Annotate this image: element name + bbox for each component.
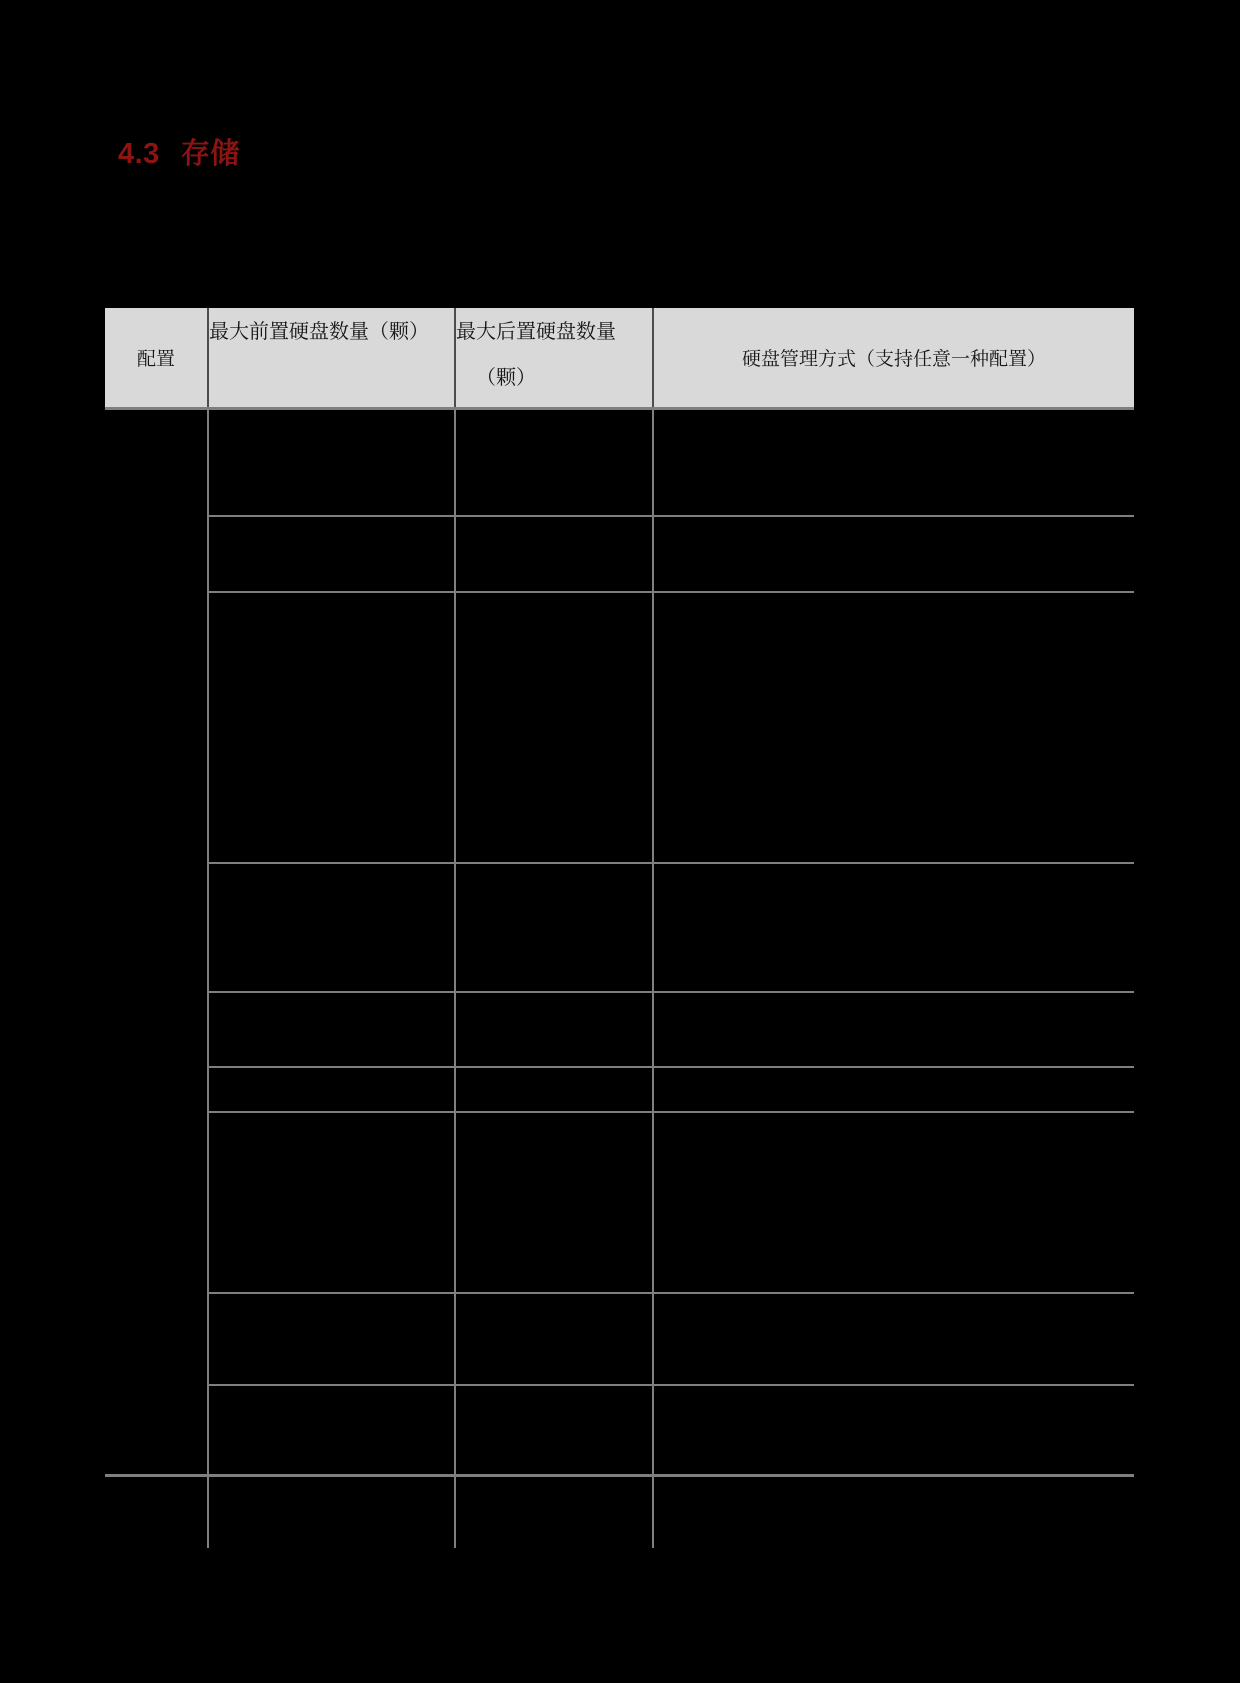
header-max-rear-line1: 最大后置硬盘数量 — [456, 319, 616, 343]
table-cell — [208, 1385, 455, 1475]
table-row — [105, 592, 1134, 863]
table-cell — [105, 1475, 208, 1548]
table-cell — [653, 408, 1134, 516]
table-row — [105, 408, 1134, 516]
table-cell — [208, 592, 455, 863]
table-cell — [208, 992, 455, 1067]
storage-config-table — [105, 308, 1134, 1548]
header-cell-max-rear-disks — [455, 308, 653, 408]
table-cell — [208, 516, 455, 592]
table-row — [105, 1067, 1134, 1112]
table-row-truncated — [105, 1475, 1134, 1548]
table-header-row — [105, 308, 1134, 408]
table-cell — [455, 516, 653, 592]
section-title: 存储 — [180, 138, 240, 170]
table-row — [105, 1112, 1134, 1293]
table-cell — [455, 408, 653, 516]
table-cell — [208, 1293, 455, 1385]
table-cell — [455, 863, 653, 992]
table-cell — [208, 1475, 455, 1548]
table-cell — [653, 1112, 1134, 1293]
table-cell — [455, 1067, 653, 1112]
table-cell — [455, 1293, 653, 1385]
header-max-rear-line2: （颗） — [476, 365, 536, 389]
table-cell — [653, 1475, 1134, 1548]
table-row — [105, 516, 1134, 592]
table-cell — [208, 408, 455, 516]
table-cell — [653, 863, 1134, 992]
section-heading — [118, 131, 240, 172]
table-row — [105, 1385, 1134, 1475]
table-cell — [653, 592, 1134, 863]
section-number: 4.3 — [118, 138, 160, 170]
table-cell — [653, 1293, 1134, 1385]
table-row — [105, 1293, 1134, 1385]
table-cell — [208, 863, 455, 992]
table-row — [105, 863, 1134, 992]
table-cell — [208, 1112, 455, 1293]
table-row — [105, 992, 1134, 1067]
header-cell-config: 配置 — [105, 308, 208, 408]
table-cell-config-merged — [105, 408, 208, 1475]
table-cell — [455, 592, 653, 863]
table-cell — [653, 1385, 1134, 1475]
table-cell — [455, 1475, 653, 1548]
table-cell — [653, 516, 1134, 592]
table-cell — [208, 1067, 455, 1112]
table-cell — [653, 1067, 1134, 1112]
table-cell — [653, 992, 1134, 1067]
table-cell — [455, 1385, 653, 1475]
header-cell-max-front-disks: 最大前置硬盘数量（颗） — [208, 308, 455, 408]
header-cell-disk-management: 硬盘管理方式（支持任意一种配置） — [653, 308, 1134, 408]
table-cell — [455, 992, 653, 1067]
table-cell — [455, 1112, 653, 1293]
